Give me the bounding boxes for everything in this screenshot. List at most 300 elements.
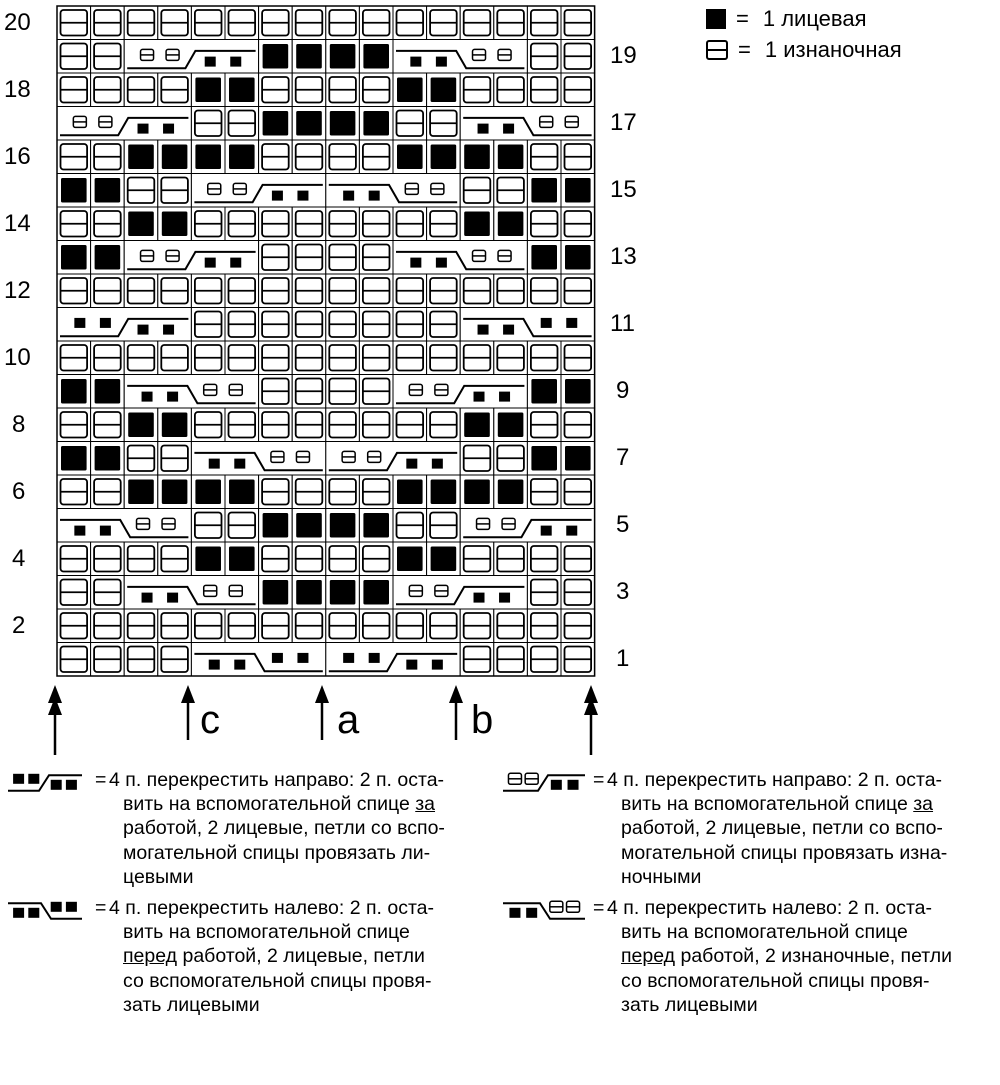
row-number-right: 7 — [616, 444, 630, 472]
mini-knit-stitch — [432, 660, 443, 670]
mini-knit-stitch — [499, 392, 510, 402]
mini-purl-stitch — [565, 116, 578, 127]
purl-stitch — [565, 211, 592, 237]
mini-knit-stitch — [568, 780, 579, 790]
mini-purl-stitch — [477, 518, 490, 529]
mini-knit-stitch — [410, 57, 421, 67]
chart-row — [57, 140, 595, 174]
purl-stitch — [195, 211, 222, 237]
chart-grid — [57, 6, 595, 676]
purl-stitch — [296, 10, 323, 36]
knit-stitch — [431, 480, 457, 505]
purl-stitch — [531, 580, 558, 606]
knit-stitch — [363, 580, 389, 605]
knit-stitch — [95, 178, 121, 203]
purl-stitch — [229, 111, 256, 137]
mini-purl-stitch — [405, 183, 418, 194]
knit-stitch — [464, 413, 490, 438]
purl-stitch — [329, 546, 356, 572]
purl-stitch — [229, 613, 256, 639]
arrow-label-b: b — [471, 698, 494, 742]
purl-stitch — [296, 278, 323, 304]
row-number-right: 11 — [610, 310, 635, 338]
mini-knit-stitch — [478, 325, 489, 335]
purl-stitch — [296, 479, 323, 505]
purl-stitch — [94, 647, 121, 673]
purl-stitch — [94, 479, 121, 505]
mini-knit-stitch — [410, 258, 421, 268]
mini-knit-stitch — [503, 325, 514, 335]
desc-line: зать лицевыми — [621, 993, 758, 1016]
mini-knit-stitch — [406, 660, 417, 670]
purl-stitch — [296, 312, 323, 338]
row-number-right: 3 — [616, 578, 630, 606]
mini-purl-stitch — [431, 183, 444, 194]
purl-stitch — [363, 546, 390, 572]
mini-knit-stitch — [74, 318, 85, 328]
mini-purl-stitch — [498, 250, 511, 261]
purl-stitch — [363, 479, 390, 505]
row-number-left: 10 — [4, 343, 31, 371]
mini-knit-stitch — [272, 653, 283, 663]
mini-purl-stitch — [550, 901, 563, 912]
chart-row — [57, 576, 595, 610]
purl-stitch — [565, 613, 592, 639]
purl-stitch — [565, 77, 592, 103]
knit-stitch — [162, 145, 188, 170]
mini-purl-stitch — [567, 901, 580, 912]
purl-stitch — [430, 211, 457, 237]
row-number-right: 9 — [616, 377, 630, 405]
mini-knit-stitch — [230, 258, 241, 268]
purl-stitch — [565, 580, 592, 606]
mini-knit-stitch — [167, 392, 178, 402]
purl-stitch — [430, 10, 457, 36]
knit-stitch — [195, 78, 221, 103]
purl-stitch — [363, 144, 390, 170]
purl-stitch — [430, 345, 457, 371]
purl-stitch — [430, 613, 457, 639]
purl-stitch — [565, 479, 592, 505]
mini-knit-stitch — [28, 908, 39, 918]
mini-purl-stitch — [525, 773, 538, 784]
desc-line: 4 п. перекрестить направо: 2 п. оста- — [109, 769, 445, 791]
purl-stitch — [296, 245, 323, 271]
mini-knit-stitch — [526, 908, 537, 918]
purl-stitch — [229, 278, 256, 304]
purl-stitch — [531, 345, 558, 371]
purl-stitch — [262, 379, 289, 405]
purl-stitch — [397, 312, 424, 338]
purl-stitch — [94, 211, 121, 237]
knit-stitch — [464, 212, 490, 237]
purl-stitch — [531, 412, 558, 438]
desc-underlined-word: перед — [123, 945, 178, 968]
purl-stitch — [531, 278, 558, 304]
knit-stitch — [229, 78, 255, 103]
knit-stitch — [531, 178, 557, 203]
knit-stitch — [61, 178, 87, 203]
purl-stitch — [497, 345, 524, 371]
double-arrow — [48, 685, 62, 755]
purl-stitch — [464, 178, 491, 204]
purl-stitch — [531, 647, 558, 673]
desc-line: со вспомогательной спицы провя- — [621, 969, 930, 992]
purl-stitch — [128, 178, 155, 204]
mini-knit-stitch — [51, 780, 62, 790]
purl-stitch — [61, 412, 88, 438]
purl-stitch — [363, 245, 390, 271]
purl-stitch — [329, 412, 356, 438]
desc-line: вить на вспомогательной спице — [123, 793, 416, 816]
mini-purl-stitch — [368, 451, 381, 462]
purl-stitch — [161, 446, 188, 472]
chart-row — [57, 442, 595, 476]
row-number-left: 20 — [4, 8, 31, 36]
mini-purl-stitch — [502, 518, 515, 529]
knit-stitch — [363, 44, 389, 69]
knit-stitch — [296, 44, 322, 69]
purl-stitch — [262, 245, 289, 271]
mini-knit-stitch — [369, 191, 380, 201]
purl-stitch — [430, 412, 457, 438]
purl-stitch — [397, 111, 424, 137]
knit-stitch — [128, 413, 154, 438]
legend-knit — [706, 6, 867, 32]
purl-stitch — [94, 144, 121, 170]
purl-stitch — [497, 178, 524, 204]
purl-stitch — [161, 278, 188, 304]
knit-stitch — [229, 480, 255, 505]
mini-knit-stitch — [297, 653, 308, 663]
purl-stitch — [397, 10, 424, 36]
mini-purl-stitch — [498, 49, 511, 60]
purl-stitch — [229, 211, 256, 237]
knit-stitch — [431, 547, 457, 572]
desc-line: вить на вспомогательной спице — [621, 921, 908, 944]
chart-row — [57, 107, 595, 141]
mini-purl-stitch — [204, 384, 217, 395]
mini-knit-stitch — [209, 459, 220, 469]
mini-knit-stitch — [66, 902, 77, 912]
row-number-left: 2 — [12, 611, 26, 639]
knit-stitch — [195, 547, 221, 572]
purl-stitch — [262, 546, 289, 572]
cable-kp — [503, 901, 585, 919]
mini-knit-stitch — [343, 653, 354, 663]
mini-purl-stitch — [166, 49, 179, 60]
purl-stitch — [531, 613, 558, 639]
purl-stitch — [229, 345, 256, 371]
mini-knit-stitch — [541, 526, 552, 536]
purl-stitch — [61, 647, 88, 673]
purl-stitch — [531, 546, 558, 572]
purl-stitch — [229, 513, 256, 539]
row-number-right: 15 — [610, 176, 637, 204]
purl-stitch — [229, 312, 256, 338]
purl-stitch — [61, 211, 88, 237]
purl-stitch — [161, 613, 188, 639]
purl-stitch — [531, 77, 558, 103]
knit-stitch — [229, 547, 255, 572]
desc-line: вить на вспомогательной спице — [123, 921, 410, 944]
mini-knit-stitch — [499, 593, 510, 603]
purl-stitch — [430, 111, 457, 137]
mini-knit-stitch — [343, 191, 354, 201]
legend-purl-label: 1 изнаночная — [764, 37, 902, 62]
purl-stitch — [464, 278, 491, 304]
purl-stitch — [329, 10, 356, 36]
purl-stitch — [397, 278, 424, 304]
knit-stitch — [162, 413, 188, 438]
purl-stitch — [262, 479, 289, 505]
purl-stitch — [94, 412, 121, 438]
knit-stitch — [195, 480, 221, 505]
purl-stitch — [397, 613, 424, 639]
knit-stitch — [229, 145, 255, 170]
purl-stitch — [329, 278, 356, 304]
purl-stitch — [94, 546, 121, 572]
purl-stitch — [565, 144, 592, 170]
purl-stitch — [430, 513, 457, 539]
mini-purl-stitch — [271, 451, 284, 462]
mini-knit-stitch — [474, 593, 485, 603]
chart-row — [57, 6, 595, 40]
mini-knit-stitch — [436, 57, 447, 67]
chart-row — [57, 609, 595, 643]
knit-stitch — [363, 513, 389, 538]
purl-stitch — [262, 10, 289, 36]
knit-stitch — [95, 446, 121, 471]
mini-purl-stitch — [409, 585, 422, 596]
knit-stitch-icon — [706, 9, 726, 29]
knit-stitch — [128, 145, 154, 170]
mini-knit-stitch — [51, 902, 62, 912]
purl-stitch — [363, 412, 390, 438]
legend-equals: = — [736, 6, 749, 31]
mini-knit-stitch — [406, 459, 417, 469]
desc-line: работой, 2 лицевые, петли со вспо- — [123, 817, 445, 840]
purl-stitch — [195, 111, 222, 137]
purl-stitch — [296, 345, 323, 371]
purl-stitch — [128, 647, 155, 673]
purl-stitch — [329, 345, 356, 371]
chart-row — [57, 241, 595, 275]
row-number-right: 13 — [610, 243, 637, 271]
purl-stitch — [464, 77, 491, 103]
purl-stitch — [531, 211, 558, 237]
purl-stitch — [195, 513, 222, 539]
chart-row — [57, 375, 595, 409]
purl-stitch — [565, 412, 592, 438]
purl-stitch — [161, 77, 188, 103]
mini-purl-stitch — [141, 250, 154, 261]
purl-stitch — [94, 77, 121, 103]
purl-stitch — [262, 312, 289, 338]
purl-stitch — [61, 613, 88, 639]
knit-stitch — [431, 78, 457, 103]
mini-knit-stitch — [13, 908, 24, 918]
mini-purl-stitch — [409, 384, 422, 395]
knit-stitch — [61, 379, 87, 404]
row-number-right: 17 — [610, 109, 637, 137]
row-number-left: 8 — [12, 410, 26, 438]
purl-stitch — [363, 312, 390, 338]
chart-row — [57, 341, 595, 375]
purl-stitch — [195, 10, 222, 36]
mini-knit-stitch — [142, 392, 153, 402]
purl-stitch — [497, 10, 524, 36]
chart-row — [57, 73, 595, 107]
purl-stitch — [464, 10, 491, 36]
mini-purl-stitch — [342, 451, 355, 462]
purl-stitch — [262, 278, 289, 304]
mini-purl-stitch — [435, 384, 448, 395]
purl-stitch — [128, 546, 155, 572]
knit-stitch — [61, 446, 87, 471]
knit-stitch — [531, 446, 557, 471]
mini-knit-stitch — [167, 593, 178, 603]
mini-knit-stitch — [100, 318, 111, 328]
mini-purl-stitch — [229, 384, 242, 395]
purl-stitch — [565, 647, 592, 673]
purl-stitch — [161, 647, 188, 673]
knit-stitch — [397, 145, 423, 170]
purl-stitch-icon — [706, 40, 728, 60]
knit-stitch — [296, 580, 322, 605]
mini-purl-stitch — [540, 116, 553, 127]
purl-stitch — [497, 77, 524, 103]
purl-stitch — [128, 446, 155, 472]
mini-knit-stitch — [234, 459, 245, 469]
equals-sign: = — [593, 897, 605, 919]
purl-stitch — [497, 446, 524, 472]
purl-stitch — [531, 44, 558, 70]
desc-line: могательной спицы провязать ли- — [123, 841, 431, 864]
purl-stitch — [61, 278, 88, 304]
purl-stitch — [363, 345, 390, 371]
mini-purl-stitch — [141, 49, 154, 60]
desc-line: работой, 2 лицевые, петли со вспо- — [621, 817, 943, 840]
purl-stitch — [363, 77, 390, 103]
purl-stitch — [94, 44, 121, 70]
desc-line: цевыми — [123, 865, 194, 888]
chart-row — [57, 308, 595, 342]
knit-stitch — [397, 480, 423, 505]
mini-knit-stitch — [142, 593, 153, 603]
arrow-label-c: c — [200, 698, 220, 742]
knit-stitch — [162, 480, 188, 505]
purl-stitch — [329, 211, 356, 237]
purl-stitch — [94, 345, 121, 371]
chart-row — [57, 274, 595, 308]
repeat-arrows — [48, 685, 598, 755]
purl-stitch — [329, 613, 356, 639]
mini-knit-stitch — [272, 191, 283, 201]
row-number-left: 4 — [12, 544, 26, 572]
mini-knit-stitch — [478, 124, 489, 134]
mini-knit-stitch — [13, 774, 24, 784]
purl-stitch — [195, 613, 222, 639]
purl-stitch — [329, 379, 356, 405]
knit-stitch — [263, 513, 289, 538]
knit-stitch — [128, 212, 154, 237]
chart-row — [57, 207, 595, 241]
legend-equals: = — [738, 37, 751, 62]
purl-stitch — [531, 144, 558, 170]
mini-purl-stitch — [473, 250, 486, 261]
purl-stitch — [363, 278, 390, 304]
row-number-left: 18 — [4, 75, 31, 103]
purl-stitch — [262, 144, 289, 170]
cable-left-knit-description — [95, 896, 495, 1021]
row-number-left: 12 — [4, 276, 31, 304]
knit-stitch — [330, 513, 356, 538]
double-arrow — [584, 685, 598, 755]
purl-stitch — [262, 613, 289, 639]
purl-stitch — [195, 412, 222, 438]
purl-stitch — [464, 613, 491, 639]
purl-stitch — [61, 580, 88, 606]
up-arrow — [315, 685, 329, 740]
purl-stitch — [565, 278, 592, 304]
mini-purl-stitch — [508, 773, 521, 784]
purl-stitch — [94, 580, 121, 606]
desc-line: зать лицевыми — [123, 993, 260, 1016]
up-arrow — [449, 685, 463, 740]
mini-knit-stitch — [566, 526, 577, 536]
purl-stitch — [565, 44, 592, 70]
mini-knit-stitch — [138, 325, 149, 335]
mini-purl-stitch — [233, 183, 246, 194]
purl-stitch — [397, 345, 424, 371]
cable-right-knit-description — [95, 768, 495, 893]
knit-stitch — [565, 379, 591, 404]
purl-stitch — [128, 613, 155, 639]
desc-line: 4 п. перекрестить направо: 2 п. оста- — [607, 769, 943, 791]
purl-stitch — [363, 379, 390, 405]
cable-left-purl-description — [593, 896, 993, 1021]
desc-line: работой, 2 лицевые, петли — [182, 945, 425, 968]
mini-purl-stitch — [137, 518, 150, 529]
desc-line: со вспомогательной спицы провя- — [123, 969, 432, 992]
row-number-right: 19 — [610, 42, 637, 70]
purl-stitch — [262, 345, 289, 371]
mini-purl-stitch — [473, 49, 486, 60]
cable-kkr — [8, 902, 82, 919]
purl-stitch — [497, 647, 524, 673]
mini-knit-stitch — [205, 57, 216, 67]
knit-stitch — [263, 580, 289, 605]
desc-line: работой, 2 изнаночные, петли — [680, 945, 953, 968]
knit-stitch — [263, 111, 289, 136]
purl-stitch — [229, 412, 256, 438]
purl-stitch — [296, 144, 323, 170]
knit-stitch — [61, 245, 87, 270]
knit-stitch — [498, 145, 524, 170]
chart-row — [57, 475, 595, 509]
knit-stitch — [397, 78, 423, 103]
mini-purl-stitch — [229, 585, 242, 596]
desc-line: 4 п. перекрестить налево: 2 п. оста- — [109, 897, 435, 919]
purl-stitch — [397, 211, 424, 237]
arrow-label-a: a — [337, 698, 360, 742]
purl-stitch — [262, 77, 289, 103]
knit-stitch — [330, 111, 356, 136]
mini-knit-stitch — [503, 124, 514, 134]
purl-stitch — [195, 278, 222, 304]
mini-knit-stitch — [74, 526, 85, 536]
